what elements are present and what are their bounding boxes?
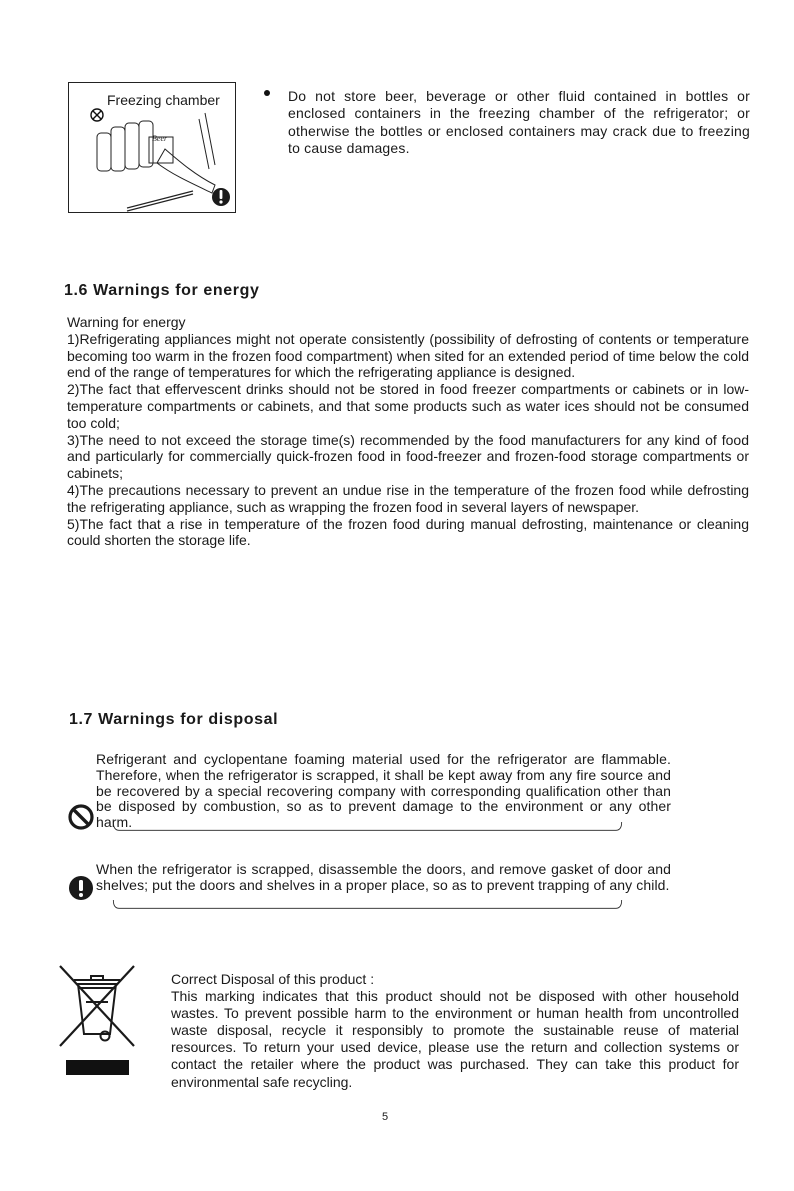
energy-item-3: 3)The need to not exceed the storage time(s) recommended by the food manufacturers for any kind of food and particularly for commercially quick-frozen food in food-freezer and frozen-food storage compartments or cabinets; <box>67 431 749 482</box>
svg-text:Beer: Beer <box>152 134 168 143</box>
figure-label: Freezing chamber <box>107 92 220 108</box>
section-title-disposal: 1.7 Warnings for disposal <box>69 711 279 728</box>
weee-bar <box>66 1060 129 1075</box>
page-number: 5 <box>381 1111 389 1123</box>
prohibited-small-icon <box>91 109 103 121</box>
child-trap-warning-text: When the refrigerator is scrapped, disassemble the doors, and remove gasket of door and shelves; put the doors and shelves in a proper place, so as to prevent trapping of any child. <box>96 861 671 893</box>
warning-bracket <box>62 822 673 832</box>
exclamation-icon <box>68 875 94 901</box>
energy-warnings <box>67 314 749 549</box>
correct-disposal <box>171 971 739 1091</box>
flammable-warning-text: Refrigerant and cyclopentane foaming material used for the refrigerator are flammable. Therefore, when the refrigerator is scrapped, it shall be kept away from any fire source and be recovered by a special recovering company with corresponding qualification other than be disposed by combustion, so as to prevent damage to the environment or any other harm. <box>96 751 671 831</box>
exclamation-small-icon <box>212 188 230 206</box>
correct-disposal-heading: Correct Disposal of this product : <box>171 971 375 987</box>
energy-intro: Warning for energy <box>67 314 186 330</box>
crossed-out-wheelie-bin-icon <box>58 962 136 1052</box>
beer-storage-warning: Do not store beer, beverage or other fluid contained in bottles or enclosed containers in the freezing chamber of the refrigerator; or otherwise the bottles or enclosed containers may crack due to freezing to cause damages. <box>288 88 750 157</box>
section-title-energy: 1.6 Warnings for energy <box>64 282 260 299</box>
energy-item-1: 1)Refrigerating appliances might not operate consistently (possibility of defrosting of contents or temperature becoming too warm in the frozen food compartment) when sited for an extended period of time below the cold end of the range of temperatures for which the refrigerating appliance is designed. <box>67 330 749 381</box>
energy-item-5: 5)The fact that a rise in temperature of the frozen food during manual defrosting, maintenance or cleaning could shorten the storage life. <box>67 515 749 549</box>
child-trap-warning-block <box>62 862 674 916</box>
bullet-point <box>264 90 270 96</box>
freezing-chamber-figure <box>68 82 236 213</box>
warning-bracket <box>62 900 673 910</box>
flammable-warning-block <box>62 752 674 836</box>
correct-disposal-text: This marking indicates that this product should not be disposed with other household wastes. To prevent possible harm to the environment or human health from uncontrolled waste disposal, recycle it responsibly to promote the sustainable reuse of material resources. To return your used device, please use the return and collection systems or contact the retailer where the product was purchased. They can take this product for environmental safe recycling. <box>171 988 739 1090</box>
energy-item-2: 2)The fact that effervescent drinks should not be stored in food freezer compartments or cabinets or in low-temperature compartments or cabinets, and that some products such as water ices should not be consumed too cold; <box>67 381 749 431</box>
energy-item-4: 4)The precautions necessary to prevent an undue rise in the temperature of the frozen food while defrosting the refrigerating appliance, such as wrapping the frozen food in several layers of newspaper. <box>67 481 749 515</box>
